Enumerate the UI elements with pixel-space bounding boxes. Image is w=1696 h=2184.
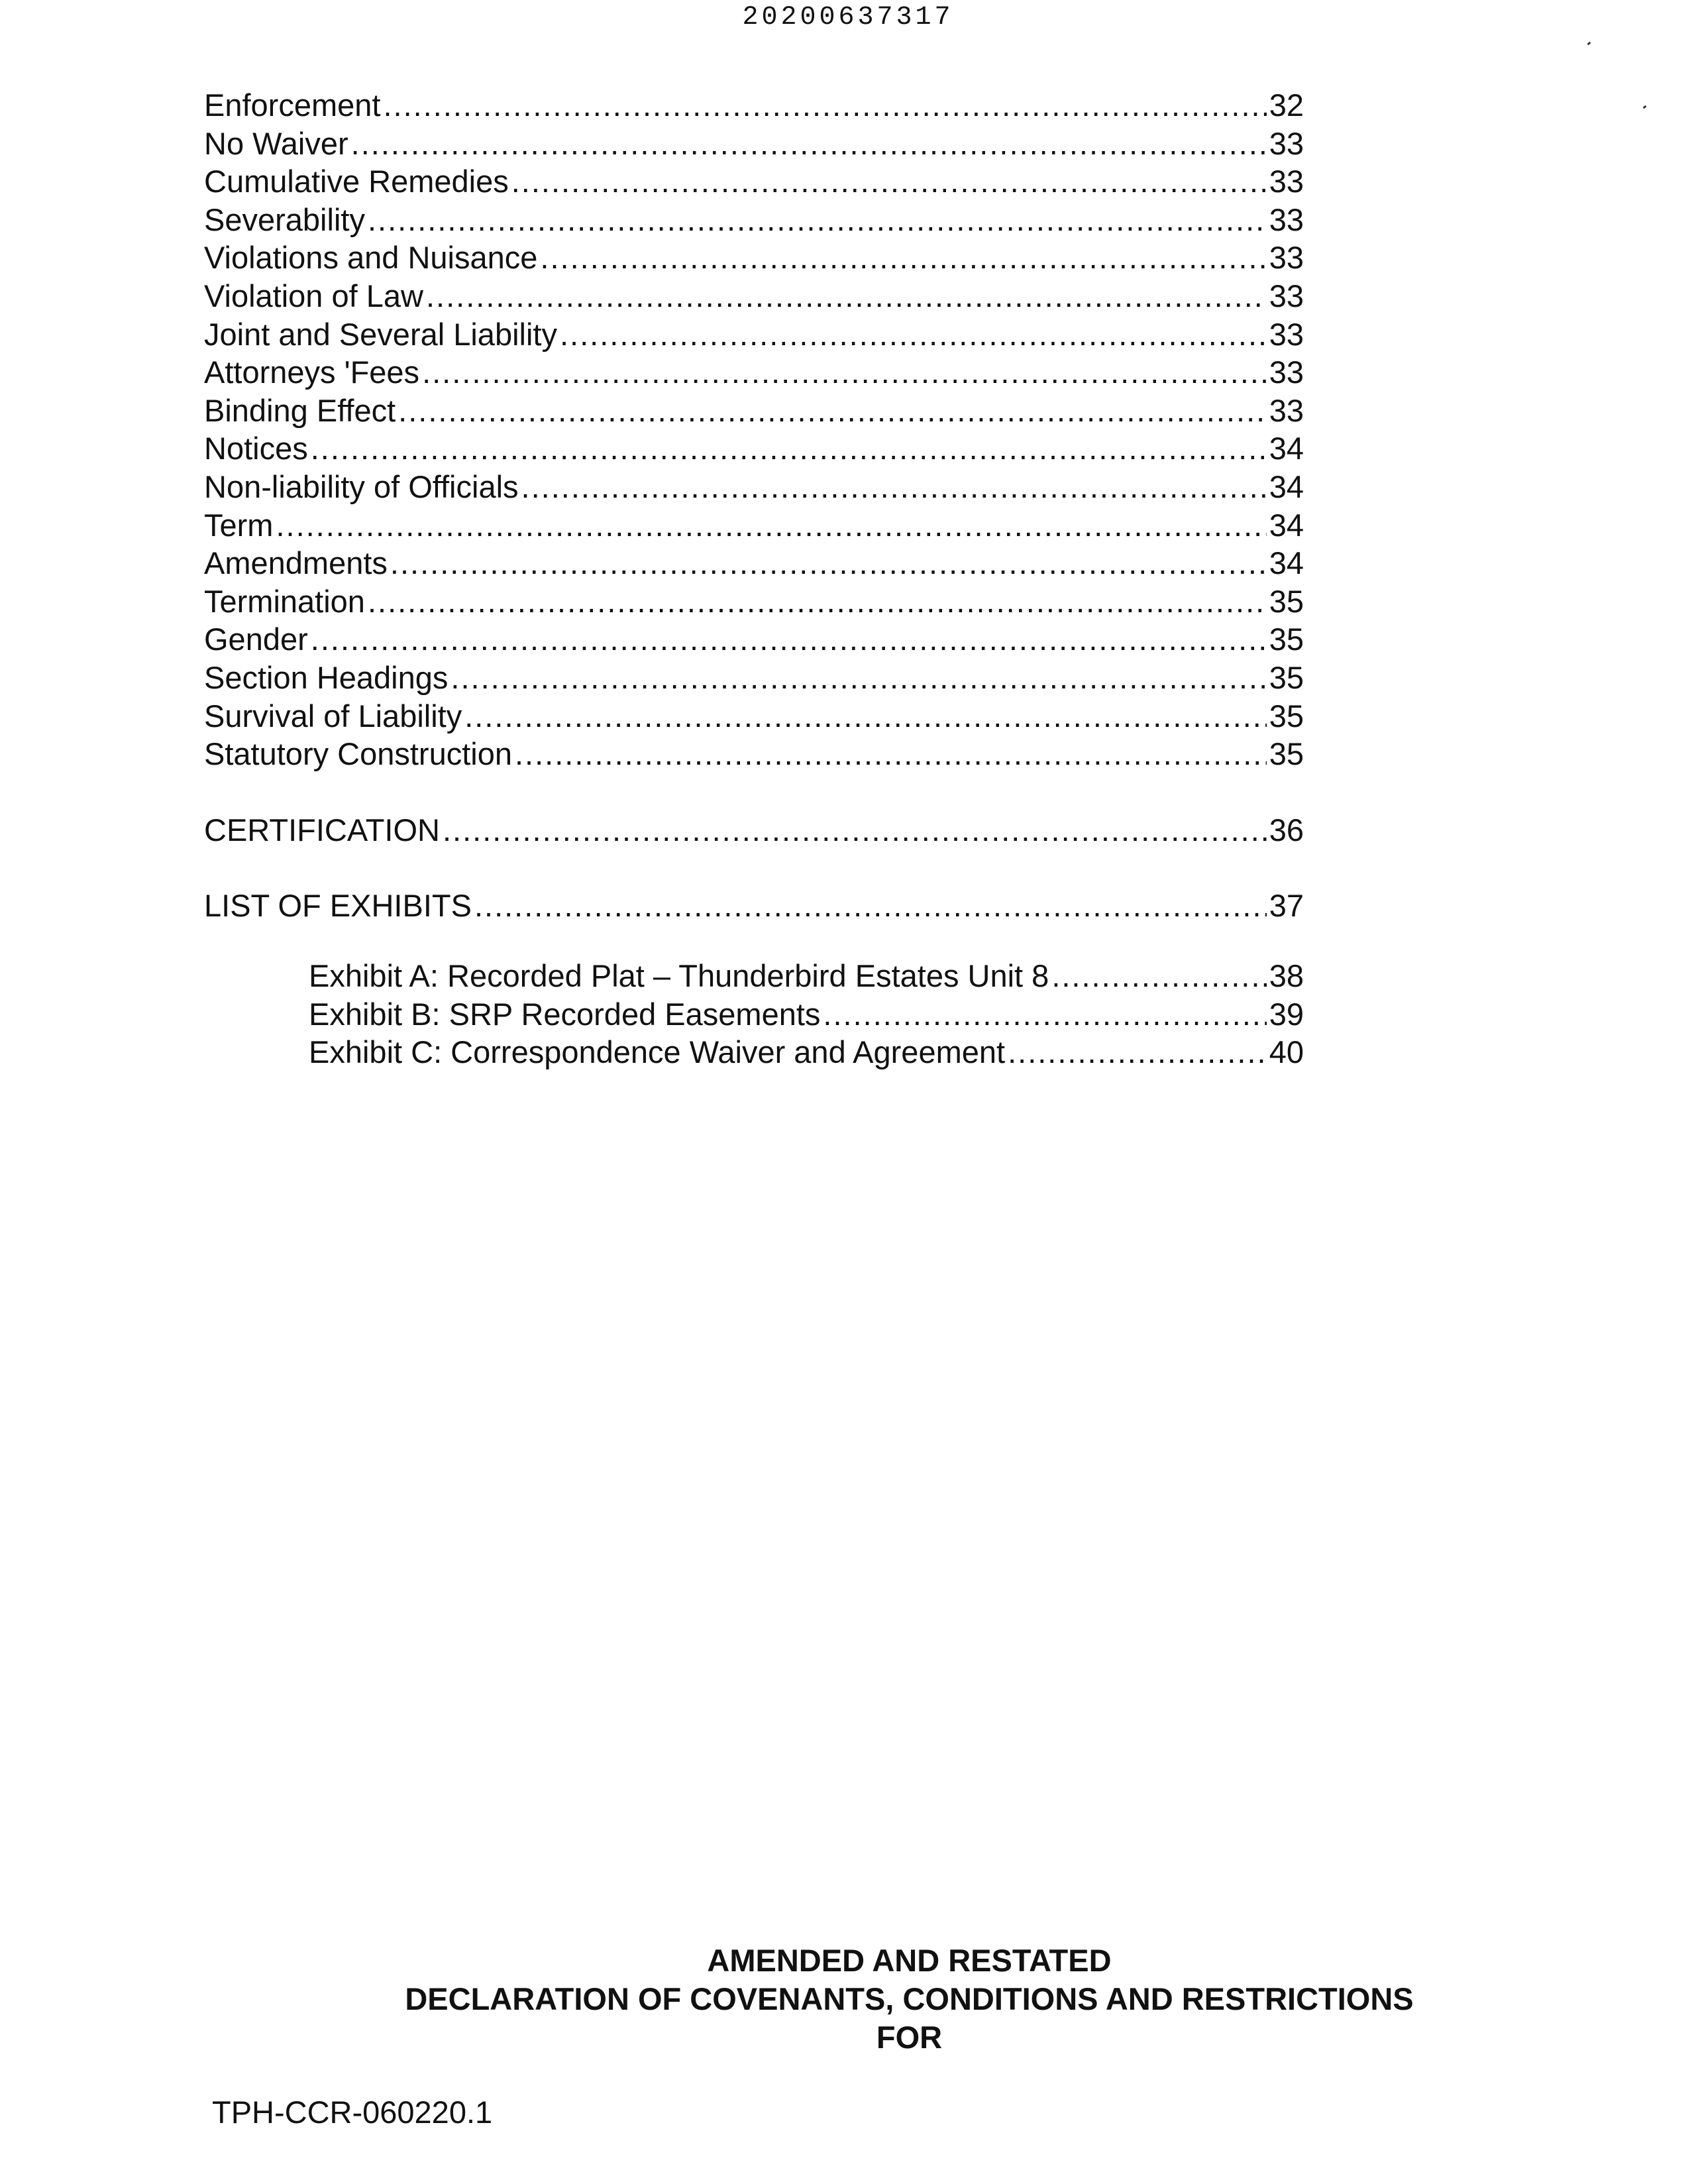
exhibit-entry: [309, 995, 1304, 1034]
toc-entry-page: 33: [1269, 125, 1304, 161]
dot-leader: [368, 201, 1267, 239]
toc-entry: [204, 735, 1304, 773]
declaration-title-line: DECLARATION OF COVENANTS, CONDITIONS AND RESTRICTIONS: [405, 1981, 1414, 2016]
dot-leader: [450, 659, 1266, 697]
toc-entry: [204, 162, 1304, 201]
dot-leader: [474, 887, 1267, 925]
toc-section-label: LIST OF EXHIBITS: [204, 888, 472, 924]
toc-entry-label: Attorneys 'Fees: [204, 355, 420, 390]
toc-entry-label: Section Headings: [204, 659, 449, 695]
toc-entry-label: Termination: [204, 583, 365, 619]
toc-entry-label: Term: [204, 507, 274, 543]
exhibit-page: 39: [1269, 996, 1304, 1032]
toc-entry: [204, 353, 1304, 392]
toc-entry-page: 35: [1269, 622, 1304, 657]
dot-leader: [276, 506, 1266, 545]
toc-entry-page: 34: [1269, 431, 1304, 466]
toc-entry: [204, 315, 1304, 354]
toc-entry-label: Non-liability of Officials: [204, 468, 519, 504]
toc-entry-label: Joint and Several Liability: [204, 316, 557, 352]
toc-entry-page: 35: [1269, 659, 1304, 695]
table-of-contents: [204, 86, 1304, 925]
toc-entry-page: 34: [1269, 545, 1304, 581]
toc-entry-label: No Waiver: [204, 125, 348, 161]
toc-entry-label: Violations and Nuisance: [204, 240, 538, 276]
toc-entry-page: 33: [1269, 164, 1304, 199]
exhibit-label: Exhibit B: SRP Recorded Easements: [309, 996, 821, 1032]
toc-entry: [204, 659, 1304, 697]
dot-leader: [540, 239, 1266, 277]
toc-entry-label: Statutory Construction: [204, 736, 512, 772]
toc-entry: [204, 468, 1304, 506]
exhibit-entry: [309, 957, 1304, 995]
toc-entry-label: Notices: [204, 431, 308, 466]
toc-entry-label: Amendments: [204, 545, 388, 581]
declaration-title-line: FOR: [876, 2020, 943, 2055]
toc-entry: [204, 392, 1304, 430]
toc-entry: [204, 697, 1304, 736]
dot-leader: [511, 162, 1267, 201]
toc-entry: [204, 620, 1304, 659]
dot-leader: [368, 582, 1267, 621]
toc-entry-label: Cumulative Remedies: [204, 164, 509, 199]
toc-entry: [204, 429, 1304, 468]
toc-entry-page: 32: [1269, 87, 1304, 123]
exhibit-label: Exhibit C: Correspondence Waiver and Agreement: [309, 1034, 1006, 1070]
toc-section-page: 37: [1269, 888, 1304, 924]
document-number: 20200637317: [742, 3, 954, 32]
toc-entry-page: 34: [1269, 468, 1304, 504]
toc-section-page: 36: [1269, 812, 1304, 847]
document-code: TPH-CCR-060220.1: [212, 2095, 493, 2130]
toc-entry: [204, 239, 1304, 277]
toc-entry-label: Survival of Liability: [204, 698, 462, 734]
dot-leader: [464, 697, 1267, 736]
exhibit-label: Exhibit A: Recorded Plat – Thunderbird Estates Unit 8: [309, 958, 1049, 993]
toc-section-list-of-exhibits: [204, 887, 1304, 925]
toc-entry: [204, 125, 1304, 163]
declaration-title: [0, 1941, 1696, 2057]
declaration-title-line: AMENDED AND RESTATED: [707, 1943, 1112, 1978]
toc-entry: [204, 201, 1304, 239]
exhibit-page: 40: [1269, 1034, 1304, 1070]
scan-mark: [1587, 42, 1591, 46]
dot-leader: [311, 620, 1267, 659]
toc-entry-label: Violation of Law: [204, 278, 423, 313]
toc-entry-page: 35: [1269, 736, 1304, 772]
toc-entry: [204, 544, 1304, 582]
dot-leader: [521, 468, 1267, 506]
toc-entry-label: Gender: [204, 622, 308, 657]
dot-leader: [515, 735, 1267, 773]
exhibit-list: [309, 957, 1304, 1071]
dot-leader: [383, 86, 1266, 125]
exhibit-entry: [309, 1033, 1304, 1071]
toc-entry-page: 33: [1269, 240, 1304, 276]
toc-entry: [204, 582, 1304, 621]
toc-entry: [204, 86, 1304, 125]
toc-entry-label: Enforcement: [204, 87, 381, 123]
toc-entry: [204, 506, 1304, 545]
toc-entry-page: 33: [1269, 355, 1304, 390]
toc-entry-label: Binding Effect: [204, 392, 396, 428]
dot-leader: [311, 429, 1267, 468]
toc-section-label: CERTIFICATION: [204, 812, 440, 847]
toc-entry-page: 33: [1269, 278, 1304, 313]
dot-leader: [560, 315, 1267, 354]
toc-entry-page: 34: [1269, 507, 1304, 543]
dot-leader: [422, 353, 1267, 392]
dot-leader: [1051, 957, 1266, 995]
scan-mark: [1643, 105, 1647, 109]
dot-leader: [443, 811, 1267, 849]
toc-entry-page: 35: [1269, 583, 1304, 619]
dot-leader: [351, 125, 1267, 163]
dot-leader: [426, 277, 1267, 315]
toc-entry-page: 33: [1269, 316, 1304, 352]
dot-leader: [398, 392, 1267, 430]
dot-leader: [390, 544, 1267, 582]
dot-leader: [823, 995, 1266, 1034]
dot-leader: [1008, 1033, 1267, 1071]
toc-entry-page: 33: [1269, 392, 1304, 428]
toc-section-certification: [204, 811, 1304, 849]
toc-entry: [204, 277, 1304, 315]
toc-entry-page: 33: [1269, 201, 1304, 237]
exhibit-page: 38: [1269, 958, 1304, 993]
toc-entry-page: 35: [1269, 698, 1304, 734]
toc-entry-label: Severability: [204, 201, 365, 237]
